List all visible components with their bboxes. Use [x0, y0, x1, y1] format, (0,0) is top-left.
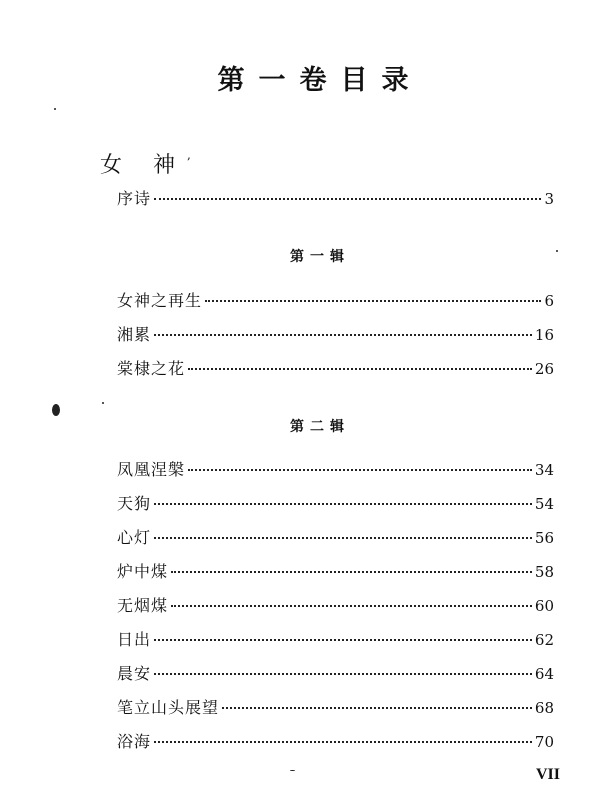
entry-title: 女神之再生 [117, 291, 203, 310]
ink-speck [556, 250, 558, 252]
entry-page: 60 [534, 597, 554, 615]
entry-page: 34 [534, 461, 554, 479]
leader-dots [154, 503, 532, 505]
entry-page: 3 [544, 190, 554, 208]
entry-page: 6 [544, 292, 554, 310]
section-heading: 第二辑 [290, 419, 350, 435]
toc-entry[interactable] [117, 322, 554, 345]
toc-entry[interactable] [117, 186, 554, 209]
entry-title: 笔立山头展望 [117, 698, 220, 717]
entry-page: 64 [534, 665, 554, 683]
entry-title: 棠棣之花 [117, 359, 186, 378]
leader-dots [188, 469, 532, 471]
toc-entry[interactable] [117, 559, 554, 582]
book-mark: , [187, 148, 191, 162]
toc-entry[interactable] [117, 593, 554, 616]
entry-page: 26 [534, 360, 554, 378]
leader-dots [205, 300, 541, 302]
leader-dots [154, 673, 532, 675]
toc-entry[interactable] [117, 491, 554, 514]
ink-speck [290, 770, 295, 771]
ink-speck [52, 404, 60, 416]
leader-dots [154, 334, 532, 336]
ink-speck [102, 402, 104, 404]
entry-title: 天狗 [117, 494, 152, 513]
leader-dots [188, 368, 532, 370]
leader-dots [171, 571, 532, 573]
entry-title: 湘累 [117, 325, 152, 344]
entry-title: 日出 [117, 630, 152, 649]
entry-title: 无烟煤 [117, 596, 169, 615]
entry-page: 70 [534, 733, 554, 751]
toc-entry[interactable] [117, 627, 554, 650]
leader-dots [154, 198, 541, 200]
entry-title: 序诗 [117, 189, 152, 208]
entry-page: 58 [534, 563, 554, 581]
toc-entry[interactable] [117, 457, 554, 480]
leader-dots [154, 741, 532, 743]
page-title: 第一卷目录 [217, 65, 423, 96]
entry-title: 凤凰涅槃 [117, 460, 186, 479]
entry-title: 心灯 [117, 528, 152, 547]
section-heading: 第一辑 [290, 249, 350, 265]
book-name: 女 神 [100, 153, 187, 178]
toc-entry[interactable] [117, 288, 554, 311]
toc-entry[interactable] [117, 695, 554, 718]
ink-speck [54, 108, 56, 110]
entry-title: 浴海 [117, 732, 152, 751]
toc-entry[interactable] [117, 525, 554, 548]
entry-title: 炉中煤 [117, 562, 169, 581]
entry-page: 68 [534, 699, 554, 717]
leader-dots [154, 537, 532, 539]
entry-page: 56 [534, 529, 554, 547]
entry-title: 晨安 [117, 664, 152, 683]
toc-entry[interactable] [117, 356, 554, 379]
toc-entry[interactable] [117, 661, 554, 684]
leader-dots [222, 707, 532, 709]
entry-page: 16 [534, 326, 554, 344]
toc-entry[interactable] [117, 729, 554, 752]
entry-page: 54 [534, 495, 554, 513]
leader-dots [154, 639, 532, 641]
page-folio: VII [536, 766, 561, 783]
entry-page: 62 [534, 631, 554, 649]
book-title [100, 148, 191, 179]
leader-dots [171, 605, 532, 607]
